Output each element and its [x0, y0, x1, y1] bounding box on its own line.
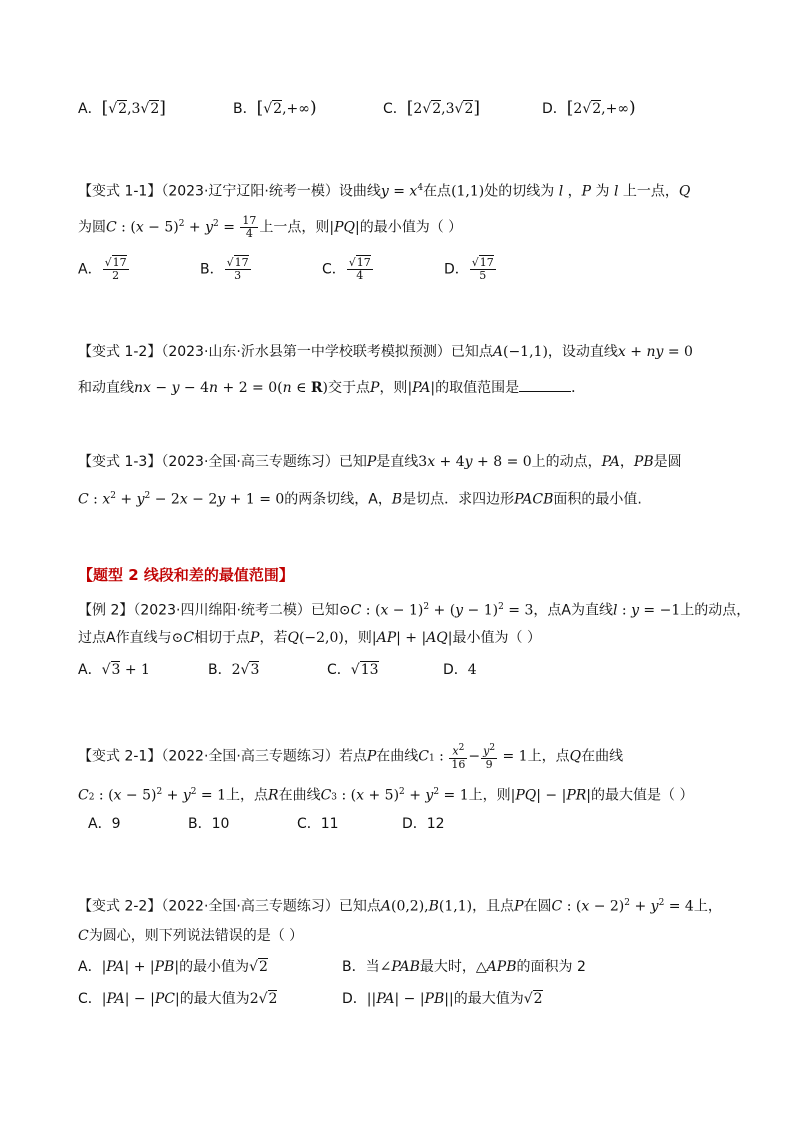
v13-line1: 【变式 1-3】（2023·全国·高三专题练习）已知P是直线3x + 4y + 8 = 0上的动点，PA，PB是圆 — [78, 454, 682, 470]
ex2-option-a: A．√3 + 1 — [78, 662, 150, 678]
q0-option-c: C．[2√2,3√2] — [383, 98, 481, 118]
v12-line2: 和动直线nx − y − 4n + 2 = 0(n ∈ R)交于点P，则|PA|的取值范围是 ． — [78, 380, 586, 396]
v21-option-b: B．10 — [188, 816, 230, 832]
v22-option-a: A．|PA| + |PB|的最小值为√2 — [78, 959, 268, 975]
v22-option-d: D．||PA| − |PB||的最大值为√2 — [342, 991, 543, 1007]
v11-option-a: A． $\frac{√17}{2}$ — [78, 256, 127, 282]
q0-option-d: D．[2√2,+∞) — [542, 98, 636, 118]
q0-option-b: B．[√2,+∞) — [233, 98, 317, 118]
ex2-line2: 过点A作直线与⊙C相切于点P，若Q(−2,0)，则|AP| + |AQ|最小值为（ ） — [78, 630, 541, 646]
v22-line2: C为圆心，则下列说法错误的是（ ） — [78, 928, 304, 944]
ex2-option-b: B．2√3 — [208, 662, 260, 678]
ex2-option-c: C．√13 — [327, 662, 379, 678]
answer-blank[interactable] — [519, 379, 571, 392]
section-heading-2: 【题型 2 线段和差的最值范围】 — [78, 566, 294, 584]
v11-option-b: B． $\frac{√17}{3}$ — [200, 256, 249, 282]
v11-option-d: D． $\frac{√17}{5}$ — [444, 256, 494, 282]
v22-line1: 【变式 2-2】（2022·全国·高三专题练习）已知点A(0,2),B(1,1)，且点P在圆C : $(x - 2)^2 + y^2 = 4$上， — [78, 898, 722, 915]
v22-option-b: B．当∠PAB最大时，△APB的面积为 2 — [342, 959, 586, 975]
ex2-option-d: D．4 — [443, 662, 477, 678]
v11-option-c: C． $\frac{√17}{4}$ — [322, 256, 371, 282]
v22-option-c: C．|PA| − |PC|的最大值为2√2 — [78, 991, 278, 1007]
v12-line1: 【变式 1-2】（2023·山东·沂水县第一中学校联考模拟预测）已知点A(−1,1)，设动直线x + ny = 0 — [78, 344, 693, 360]
v11-line1: 【变式 1-1】（2023·辽宁辽阳·统考一模）设曲线$y = x^4$在点(1,1)处的切线为 l ，P 为 l 上一点，Q — [78, 183, 691, 200]
v21-option-a: A．9 — [88, 816, 121, 832]
q0-option-a: A．[√2,3√2] — [78, 98, 166, 118]
v21-option-d: D．12 — [402, 816, 445, 832]
v21-line1: 【变式 2-1】（2022·全国·高三专题练习）若点P在曲线C1 : $\frac{x^2}{16}$ − $\frac{y^2}{9}$ = 1上，点Q在曲线 — [78, 743, 624, 771]
ex2-line1: 【例 2】（2023·四川绵阳·统考二模）已知⊙C : $(x - 1)^2 + (y - 1)^2 = 3$，点A为直线l : y = −1上的动点， — [78, 602, 751, 619]
v21-line2: C2 : $(x - 5)^2 + y^2 = 1$上，点R在曲线C3 : $(x + 5)^2 + y^2 = 1$上，则|PQ| − |PR|的最大值是（ ） — [78, 787, 694, 804]
v11-line2: 为圆C : $(x - 5)^2 + y^2$ = $\frac{17}{4}$ 上一点，则|PQ|的最小值为（ ） — [78, 214, 463, 241]
v13-line2: C : $x^2 + y^2 - 2x - 2y + 1 = 0$的两条切线，A，B是切点．求四边形PACB面积的最小值. — [78, 491, 642, 508]
v21-option-c: C．11 — [297, 816, 339, 832]
